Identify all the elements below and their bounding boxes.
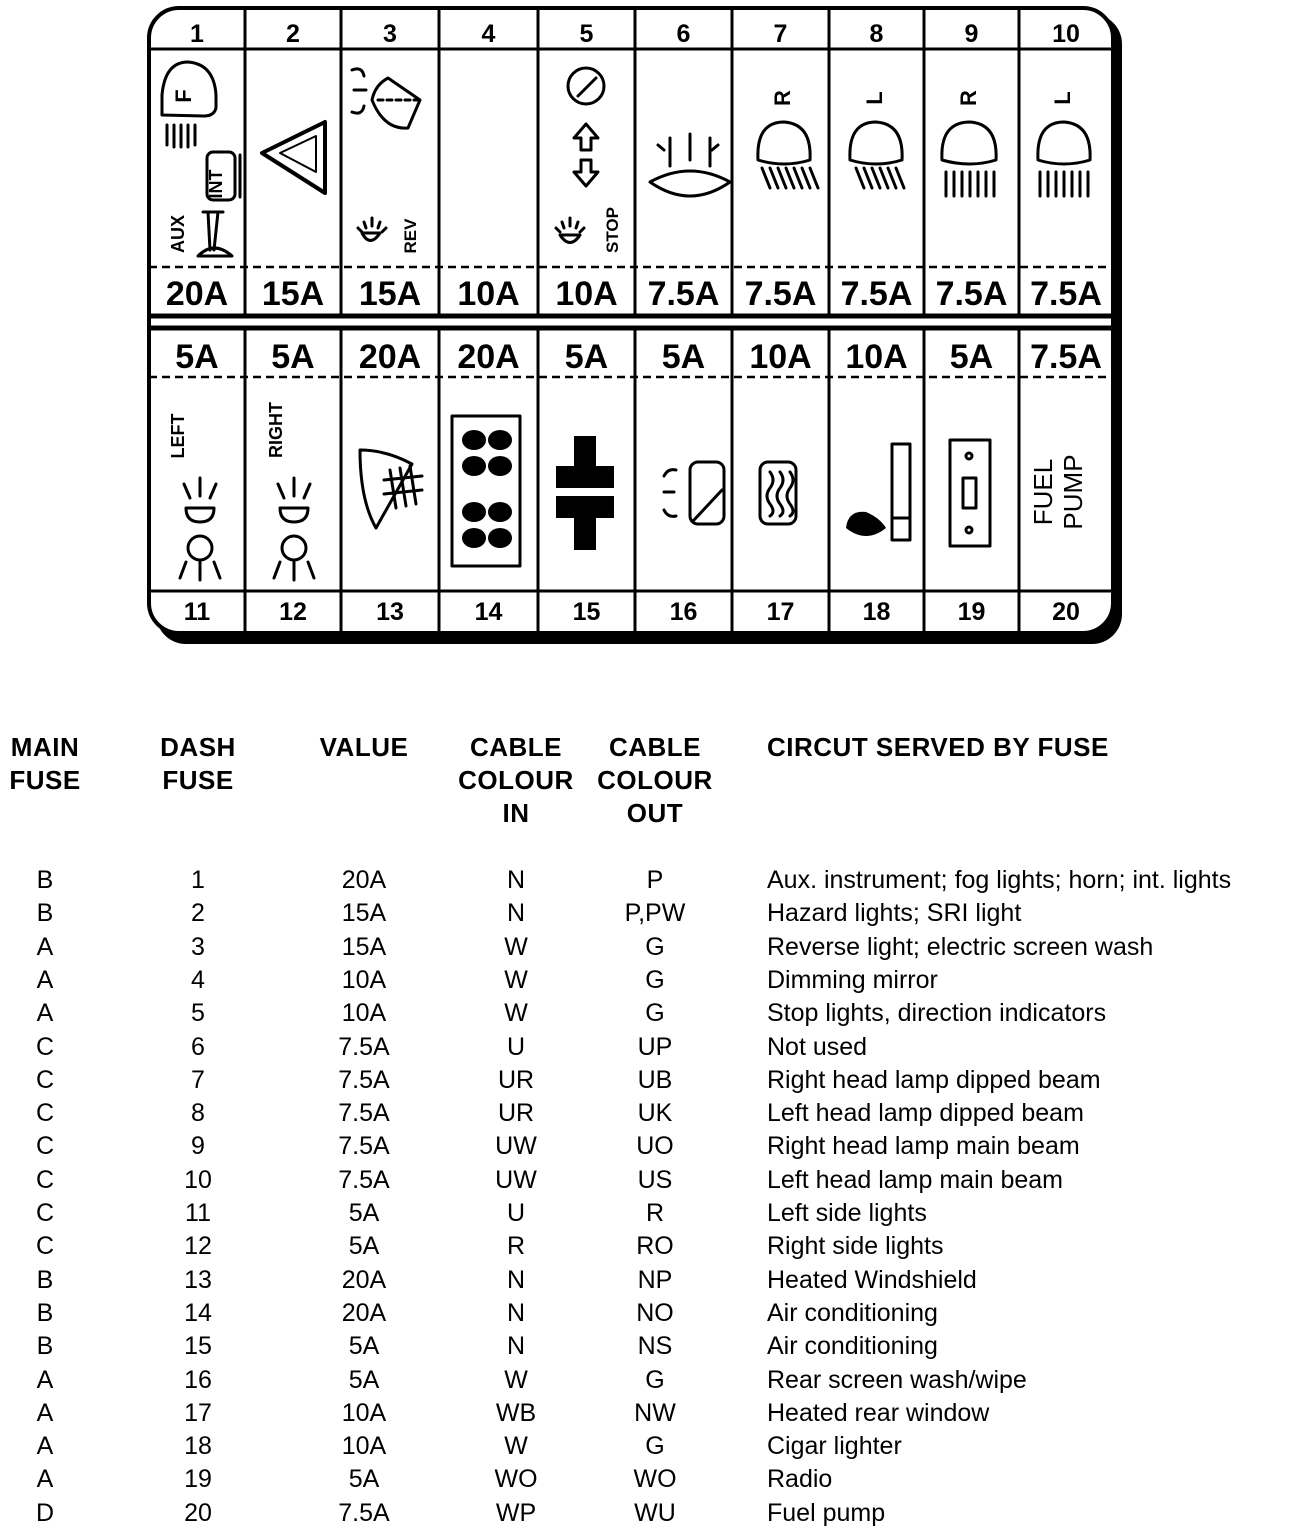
cell-dash: 19 xyxy=(184,1465,212,1494)
cell-circuit: Air conditioning xyxy=(767,1298,938,1327)
cell-in: N xyxy=(506,1332,526,1361)
cell-dash: 9 xyxy=(191,1132,205,1161)
cell-main: C xyxy=(35,1199,55,1227)
fuse-rating: 15A xyxy=(261,275,325,313)
cell-dash: 1 xyxy=(191,866,205,894)
fuse-number: 19 xyxy=(957,598,986,626)
cell-in: N xyxy=(506,899,526,928)
fuse-number: 7 xyxy=(773,20,788,48)
cell-in: WO xyxy=(494,1465,538,1494)
label-l10 xyxy=(1050,91,1075,104)
label-right xyxy=(266,402,286,458)
cell-main: A xyxy=(36,1465,54,1494)
cell-dash: 7 xyxy=(191,1065,205,1094)
fuse-number: 5 xyxy=(579,20,594,48)
fuse-rating: 7.5A xyxy=(744,275,817,313)
cell-out: WU xyxy=(634,1498,676,1527)
fuse-number: 11 xyxy=(183,598,211,626)
cell-in: W xyxy=(504,1365,528,1394)
cell-main: D xyxy=(35,1498,55,1527)
cell-circuit: Hazard lights; SRI light xyxy=(767,899,1022,928)
fuse-rating: 7.5A xyxy=(1030,275,1102,313)
cell-in: UR xyxy=(497,1099,535,1128)
fuse-number: 6 xyxy=(676,20,691,48)
cell-in: W xyxy=(504,999,528,1028)
cell-in: W xyxy=(504,965,528,994)
cell-value: 7.5A xyxy=(338,1165,390,1194)
fuse-rating: 5A xyxy=(271,338,315,376)
cell-circuit: Cigar lighter xyxy=(767,1432,902,1461)
cell-dash: 4 xyxy=(191,965,205,994)
cell-dash: 10 xyxy=(184,1165,212,1194)
cell-dash: 14 xyxy=(184,1298,212,1327)
fuse-number: 20 xyxy=(1052,598,1080,626)
cell-out: US xyxy=(637,1165,673,1194)
cell-dash: 20 xyxy=(184,1498,212,1527)
svg-text:PUMP: PUMP xyxy=(1058,454,1088,530)
cell-main: A xyxy=(36,1398,54,1427)
fuse-rating: 15A xyxy=(358,275,422,313)
svg-text:R: R xyxy=(770,90,795,106)
cell-main: A xyxy=(36,999,54,1028)
fuse-rating: 7.5A xyxy=(647,275,720,313)
cell-in: W xyxy=(504,1432,528,1461)
cell-in: WB xyxy=(495,1398,537,1427)
cell-circuit: Heated rear window xyxy=(767,1398,990,1427)
cell-main: B xyxy=(36,899,54,928)
fuse-number: 4 xyxy=(481,20,496,48)
cell-value: 5A xyxy=(348,1199,380,1227)
cell-value: 10A xyxy=(341,965,387,994)
cell-out: RO xyxy=(636,1232,674,1261)
cell-in: UW xyxy=(495,1132,537,1161)
header-value: VALUE xyxy=(319,732,409,762)
cell-circuit: Not used xyxy=(767,1032,868,1061)
fuse-number: 9 xyxy=(964,20,979,48)
fuse-number: 10 xyxy=(1052,20,1080,48)
fuse-number: 13 xyxy=(376,598,404,626)
cell-value: 10A xyxy=(341,1432,387,1461)
fuse-number: 14 xyxy=(474,598,503,626)
fuse-rating: 10A xyxy=(749,338,812,376)
cell-dash: 15 xyxy=(184,1332,212,1361)
cell-dash: 16 xyxy=(184,1365,212,1394)
cell-in: WP xyxy=(495,1498,537,1527)
cell-value: 5A xyxy=(348,1332,380,1361)
svg-text:INT: INT xyxy=(206,169,226,199)
cell-out: R xyxy=(645,1199,665,1227)
cell-main: C xyxy=(35,1099,55,1128)
fuse-rating: 5A xyxy=(949,338,994,376)
header-dash-fuse: DASH FUSE xyxy=(160,732,236,795)
cell-value: 10A xyxy=(341,1398,387,1427)
cell-out: NS xyxy=(637,1332,673,1361)
cell-main: A xyxy=(36,1365,54,1394)
cell-out: UB xyxy=(637,1065,673,1094)
cell-circuit: Air conditioning xyxy=(767,1332,938,1361)
fuse-number: 12 xyxy=(279,598,307,626)
fuse-number: 2 xyxy=(286,20,300,48)
fuse-number: 16 xyxy=(669,598,698,626)
svg-text:F: F xyxy=(171,89,196,103)
cell-out: P,PW xyxy=(624,899,686,928)
svg-text:RIGHT: RIGHT xyxy=(266,402,286,458)
cell-in: W xyxy=(504,932,528,961)
cell-circuit: Left head lamp dipped beam xyxy=(767,1099,1084,1128)
cell-out: NO xyxy=(636,1298,674,1327)
cell-dash: 11 xyxy=(185,1199,211,1227)
cell-circuit: Aux. instrument; fog lights; horn; int. lights xyxy=(767,866,1232,894)
cell-main: B xyxy=(36,1332,54,1361)
fuse-number: 18 xyxy=(862,598,891,626)
cell-value: 15A xyxy=(341,899,387,928)
cell-out: NW xyxy=(634,1398,676,1427)
fuse-rating: 5A xyxy=(661,338,706,376)
cell-circuit: Radio xyxy=(767,1465,833,1494)
cell-main: A xyxy=(36,932,54,961)
svg-text:AUX: AUX xyxy=(168,214,188,254)
cell-value: 5A xyxy=(348,1365,380,1394)
label-rev xyxy=(401,218,420,254)
cell-dash: 6 xyxy=(191,1032,205,1061)
cell-in: UR xyxy=(497,1065,535,1094)
cell-value: 20A xyxy=(341,866,387,894)
cell-out: P xyxy=(646,866,664,894)
cell-value: 5A xyxy=(348,1232,380,1261)
cell-out: NP xyxy=(637,1265,673,1294)
cell-dash: 12 xyxy=(184,1232,212,1261)
cell-main: C xyxy=(35,1232,55,1261)
cell-out: G xyxy=(645,1432,665,1461)
label-left xyxy=(168,414,188,459)
fuse-number: 3 xyxy=(383,20,397,48)
cell-circuit: Left side lights xyxy=(767,1199,927,1227)
cell-main: B xyxy=(36,1265,54,1294)
cell-circuit: Right side lights xyxy=(767,1232,944,1261)
cell-value: 15A xyxy=(341,932,387,961)
cell-in: N xyxy=(506,1265,526,1294)
fuse-rating: 7.5A xyxy=(1030,338,1102,376)
cell-main: C xyxy=(35,1065,55,1094)
cell-out: UK xyxy=(637,1099,673,1128)
header-cable-colour-out: CABLE COLOUR OUT xyxy=(597,732,713,828)
cell-out: G xyxy=(645,932,665,961)
header-circuit: CIRCUT SERVED BY FUSE xyxy=(767,732,1109,762)
fuse-rating: 5A xyxy=(175,338,219,376)
svg-text:L: L xyxy=(1050,91,1075,105)
label-stop xyxy=(603,207,622,253)
fuse-rating: 10A xyxy=(845,338,908,376)
cell-in: U xyxy=(506,1199,526,1227)
svg-text:L: L xyxy=(862,91,887,105)
cell-out: UO xyxy=(636,1132,674,1161)
cell-value: 7.5A xyxy=(338,1065,390,1094)
fuse-box-diagram xyxy=(0,0,1296,660)
label-r7 xyxy=(770,90,795,106)
fuse-rating: 20A xyxy=(358,338,422,376)
cell-out: G xyxy=(645,999,665,1028)
cell-dash: 17 xyxy=(184,1398,212,1427)
cell-dash: 3 xyxy=(191,932,205,961)
cell-circuit: Right head lamp dipped beam xyxy=(767,1065,1101,1094)
cell-circuit: Right head lamp main beam xyxy=(767,1132,1080,1161)
fuse-rating: 20A xyxy=(165,275,229,313)
cell-circuit: Left head lamp main beam xyxy=(767,1165,1064,1194)
cell-main: C xyxy=(35,1032,55,1061)
fuse-rating: 5A xyxy=(564,338,609,376)
cell-dash: 2 xyxy=(191,899,205,928)
svg-text:REV: REV xyxy=(401,218,420,254)
cell-main: C xyxy=(35,1132,55,1161)
cell-circuit: Heated Windshield xyxy=(767,1265,977,1294)
cell-value: 7.5A xyxy=(338,1498,390,1527)
label-fuel xyxy=(1028,459,1058,525)
cell-in: UW xyxy=(495,1165,537,1194)
cell-value: 7.5A xyxy=(338,1099,390,1128)
cell-dash: 5 xyxy=(191,999,205,1028)
cell-value: 10A xyxy=(341,999,387,1028)
cell-value: 5A xyxy=(348,1465,380,1494)
cell-main: A xyxy=(36,1432,54,1461)
fuse-rating: 10A xyxy=(555,275,618,313)
cell-value: 7.5A xyxy=(338,1132,390,1161)
fuse-number: 8 xyxy=(869,20,884,48)
label-r9 xyxy=(956,90,981,106)
cell-main: C xyxy=(35,1165,55,1194)
fuse-number: 17 xyxy=(766,598,795,626)
fuse-number: 15 xyxy=(572,598,601,626)
cell-value: 20A xyxy=(341,1265,387,1294)
header-cable-colour-in: CABLE COLOUR IN xyxy=(458,732,574,828)
svg-text:FUEL: FUEL xyxy=(1028,458,1058,526)
cell-dash: 8 xyxy=(191,1099,205,1128)
cell-circuit: Reverse light; electric screen wash xyxy=(767,932,1154,961)
cell-main: B xyxy=(36,866,54,894)
cell-in: R xyxy=(506,1232,526,1261)
cell-dash: 13 xyxy=(184,1265,212,1294)
cell-dash: 18 xyxy=(184,1432,212,1461)
cell-in: N xyxy=(506,866,526,894)
cell-circuit: Fuel pump xyxy=(767,1498,886,1527)
cell-value: 7.5A xyxy=(338,1032,390,1061)
cell-circuit: Dimming mirror xyxy=(767,965,938,994)
cell-value: 20A xyxy=(341,1298,387,1327)
fuse-rating: 20A xyxy=(457,338,520,376)
svg-text:STOP: STOP xyxy=(603,207,622,253)
fuse-number: 1 xyxy=(190,20,204,48)
cell-out: G xyxy=(645,1365,665,1394)
svg-text:LEFT: LEFT xyxy=(168,413,188,459)
cell-in: N xyxy=(506,1298,526,1327)
svg-text:R: R xyxy=(956,90,981,106)
label-aux xyxy=(168,215,188,253)
label-fog xyxy=(171,89,196,102)
cell-main: A xyxy=(36,965,54,994)
label-pump xyxy=(1058,454,1088,529)
label-l8 xyxy=(862,91,887,104)
cell-out: G xyxy=(645,965,665,994)
cell-out: UP xyxy=(637,1032,673,1061)
fuse-rating: 7.5A xyxy=(840,275,913,313)
fuse-rating: 10A xyxy=(457,275,520,313)
cell-main: B xyxy=(36,1298,54,1327)
label-int xyxy=(206,170,226,199)
header-main-fuse: MAIN FUSE xyxy=(9,732,81,795)
cell-in: U xyxy=(506,1032,526,1061)
fuse-rating: 7.5A xyxy=(935,275,1008,313)
cell-circuit: Stop lights, direction indicators xyxy=(767,999,1107,1028)
cell-circuit: Rear screen wash/wipe xyxy=(767,1365,1027,1394)
cell-out: WO xyxy=(633,1465,677,1494)
